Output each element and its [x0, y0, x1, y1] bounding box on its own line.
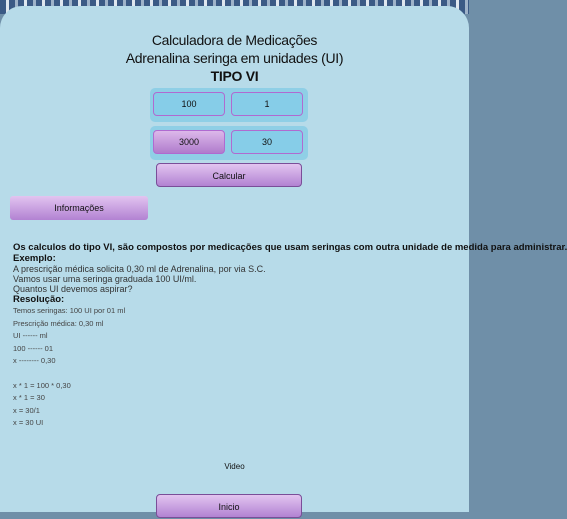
example-heading: Exemplo:: [13, 253, 56, 264]
page-subtitle: Adrenalina seringa em unidades (UI): [125, 50, 344, 66]
intro-text: Os calculos do tipo VI, são compostos por medicações que usam seringas com outra unidade de medida para administrar.: [13, 242, 567, 253]
math-line: x = 30 UI: [13, 418, 44, 427]
start-button[interactable]: Inicio: [156, 494, 302, 518]
main-panel: [0, 6, 567, 512]
math-line: x * 1 = 30: [13, 393, 45, 402]
explanation-text: [13, 242, 567, 430]
resolution-line: Prescrição médica: 0,30 ml: [13, 318, 104, 328]
math-line: x = 30/1: [13, 405, 40, 415]
video-link[interactable]: Video: [224, 462, 245, 471]
syringe-units-input[interactable]: 100: [153, 92, 225, 116]
resolution-heading: Resolução:: [13, 294, 65, 305]
example-line: Quantos UI devemos aspirar?: [13, 284, 133, 294]
resolution-line: UI ------ ml: [13, 331, 48, 340]
input-group-bottom: [150, 126, 308, 160]
resolution-line: Temos seringas: 100 UI por 01 ml: [13, 306, 126, 315]
calculate-button[interactable]: Calcular: [156, 163, 302, 187]
example-line: Vamos usar uma seringa graduada 100 UI/ml.: [13, 274, 197, 284]
page-title: Calculadora de Medicações: [151, 32, 318, 48]
resolution-line: 100 ------ 01: [13, 343, 54, 353]
type-label: TIPO VI: [210, 68, 259, 84]
prescription-input[interactable]: 30: [231, 130, 303, 154]
math-line: x * 1 = 100 * 0,30: [13, 380, 71, 390]
input-group-top: [150, 88, 308, 122]
example-line: A prescrição médica solicita 0,30 ml de Adrenalina, por via S.C.: [13, 264, 266, 274]
syringe-ml-input[interactable]: 1: [231, 92, 303, 116]
resolution-line: x -------- 0,30: [13, 356, 56, 365]
result-units-field[interactable]: 3000: [153, 130, 225, 154]
info-button[interactable]: Informações: [10, 196, 148, 220]
